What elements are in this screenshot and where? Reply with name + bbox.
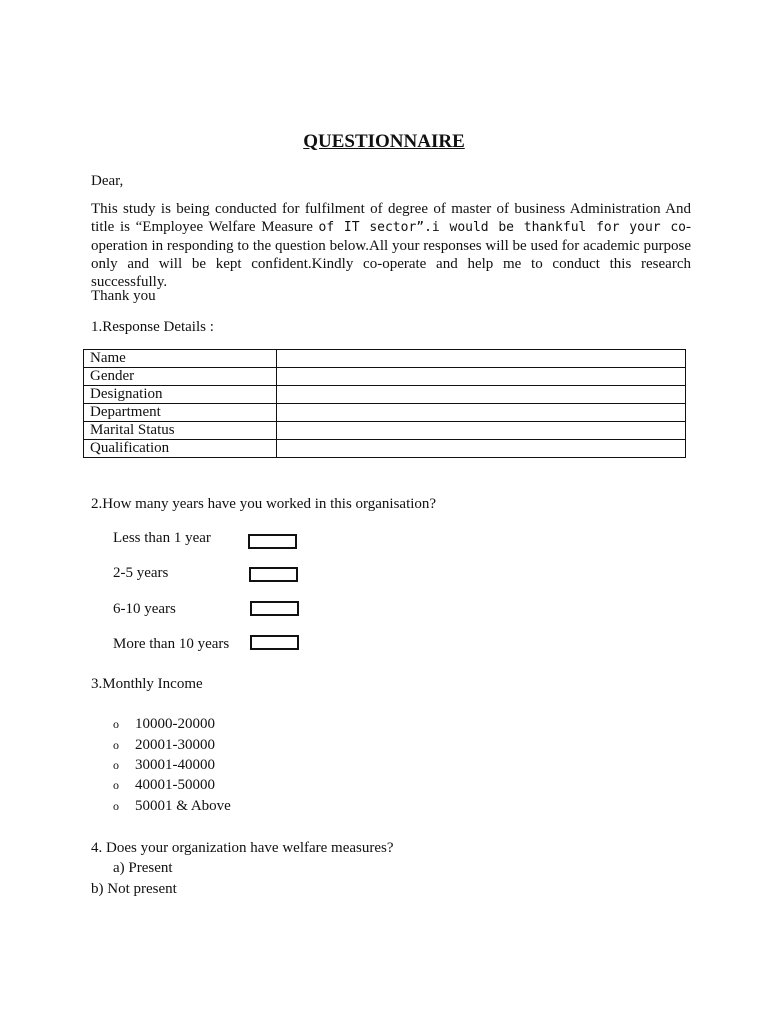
income-option-label: 30001-40000 bbox=[135, 757, 215, 773]
thanks-text: Thank you bbox=[91, 288, 156, 304]
question-4-label: 4. Does your organization have welfare measures? bbox=[91, 840, 394, 856]
income-option-label: 50001 & Above bbox=[135, 798, 231, 814]
row-label-department: Department bbox=[84, 404, 277, 422]
marital-status-field[interactable] bbox=[277, 422, 686, 440]
years-option-label: Less than 1 year bbox=[113, 530, 211, 546]
welfare-option-not-present[interactable]: b) Not present bbox=[91, 881, 177, 897]
bullet-icon: o bbox=[113, 738, 119, 752]
list-item[interactable] bbox=[113, 757, 215, 774]
designation-field[interactable] bbox=[277, 386, 686, 404]
bullet-icon: o bbox=[113, 758, 119, 772]
table-row bbox=[84, 386, 686, 404]
question-2-label: 2.How many years have you worked in this organisation? bbox=[91, 496, 437, 512]
name-field[interactable] bbox=[277, 350, 686, 368]
years-option-label: 6-10 years bbox=[113, 601, 176, 617]
row-label-designation: Designation bbox=[84, 386, 277, 404]
table-row bbox=[84, 404, 686, 422]
intro-text-1: This study is being conducted for fulfilment of degree of master of business Administration And title is “Employee Welfare Measure bbox=[91, 201, 691, 235]
bullet-icon: o bbox=[113, 799, 119, 813]
checkbox-more-than-10-years[interactable] bbox=[250, 635, 299, 650]
page-title: QUESTIONNAIRE bbox=[303, 131, 465, 152]
years-option-label: 2-5 years bbox=[113, 565, 169, 581]
table-row bbox=[84, 350, 686, 368]
row-label-gender: Gender bbox=[84, 368, 277, 386]
intro-text-3: -operation in responding to the question below.All your responses will be used for academic purpose only and will be kept confident.Kindly co-operate and help me to conduct this research successfully. bbox=[91, 219, 691, 290]
row-label-name: Name bbox=[84, 350, 277, 368]
response-details-table bbox=[83, 349, 686, 458]
income-option-label: 20001-30000 bbox=[135, 737, 215, 753]
table-row bbox=[84, 440, 686, 458]
intro-paragraph bbox=[91, 200, 691, 291]
row-label-qualification: Qualification bbox=[84, 440, 277, 458]
department-field[interactable] bbox=[277, 404, 686, 422]
table-row bbox=[84, 368, 686, 386]
welfare-option-present[interactable]: a) Present bbox=[113, 860, 173, 876]
row-label-marital-status: Marital Status bbox=[84, 422, 277, 440]
checkbox-less-than-1-year[interactable] bbox=[248, 534, 297, 549]
qualification-field[interactable] bbox=[277, 440, 686, 458]
years-option-label: More than 10 years bbox=[113, 636, 230, 652]
intro-text-2: of IT sector”.i would be thankful for your co bbox=[318, 220, 686, 235]
bullet-icon: o bbox=[113, 717, 119, 731]
list-item[interactable] bbox=[113, 798, 231, 815]
question-3-label: 3.Monthly Income bbox=[91, 676, 203, 692]
income-option-label: 40001-50000 bbox=[135, 777, 215, 793]
gender-field[interactable] bbox=[277, 368, 686, 386]
list-item[interactable] bbox=[113, 737, 215, 754]
greeting: Dear, bbox=[91, 173, 124, 189]
question-1-label: 1.Response Details : bbox=[91, 319, 214, 335]
list-item[interactable] bbox=[113, 777, 215, 794]
income-option-label: 10000-20000 bbox=[135, 716, 215, 732]
list-item[interactable] bbox=[113, 716, 215, 733]
checkbox-6-10-years[interactable] bbox=[250, 601, 299, 616]
table-row bbox=[84, 422, 686, 440]
bullet-icon: o bbox=[113, 778, 119, 792]
checkbox-2-5-years[interactable] bbox=[249, 567, 298, 582]
